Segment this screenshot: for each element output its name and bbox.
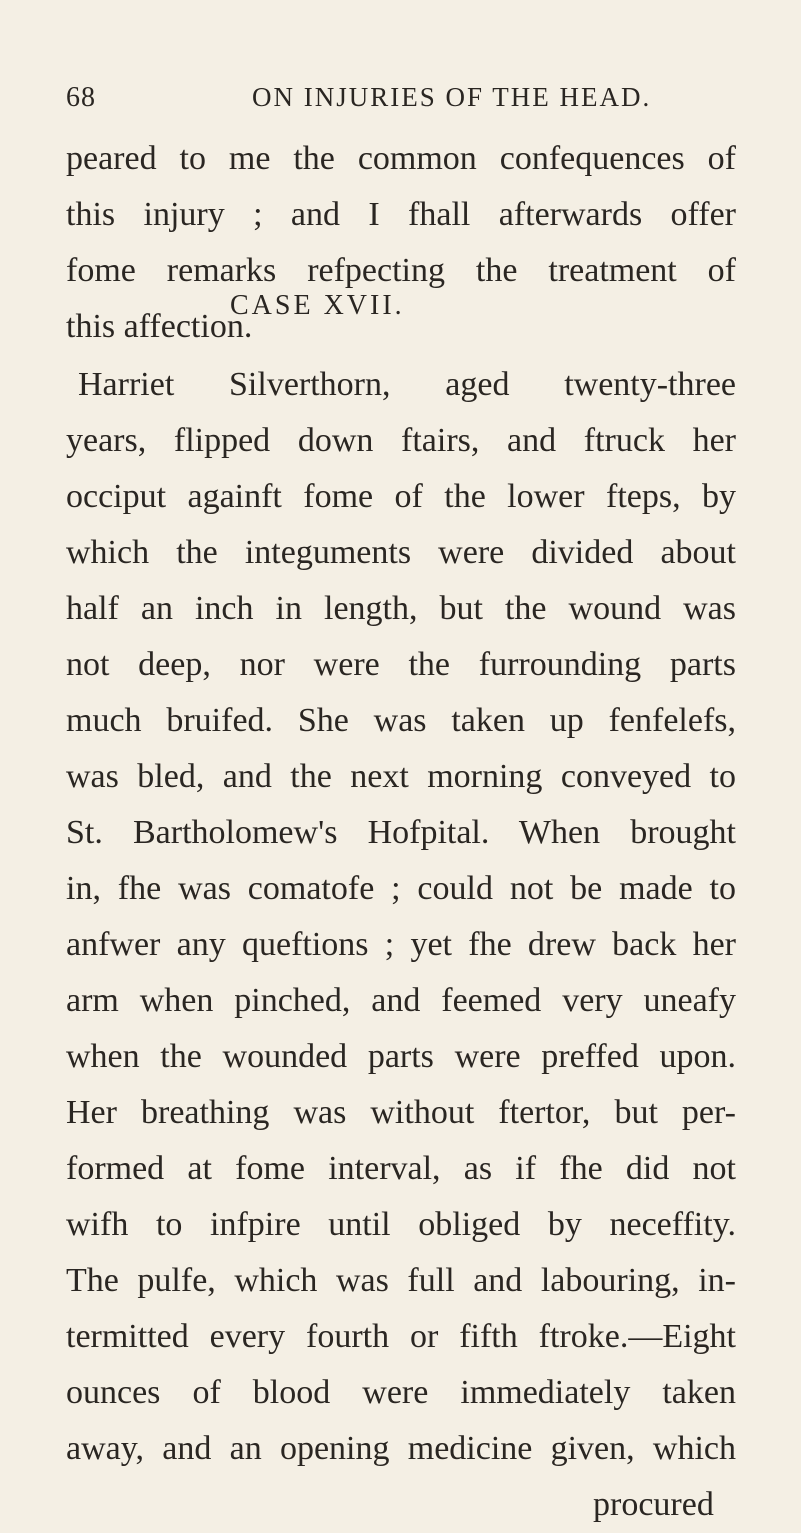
text-line: in, fhe was comatofe ; could not be made to xyxy=(66,870,736,907)
text-line: occiput againft fome of the lower fteps, by xyxy=(66,478,736,515)
text-line: which the integuments were divided about xyxy=(66,534,736,571)
text-line: half an inch in length, but the wound was xyxy=(66,590,736,627)
text-line: not deep, nor were the furrounding parts xyxy=(66,646,736,683)
text-line: anfwer any queftions ; yet fhe drew back her xyxy=(66,926,736,963)
text-line: formed at fome interval, as if fhe did not xyxy=(66,1150,736,1187)
page-number: 68 xyxy=(66,82,96,113)
text-line: St. Bartholomew's Hofpital. When brought xyxy=(66,814,736,851)
text-line: arm when pinched, and feemed very uneafy xyxy=(66,982,736,1019)
text-line: peared to me the common confequences of xyxy=(66,140,736,177)
text-line: termitted every fourth or fifth ftroke.—Eight xyxy=(66,1318,736,1355)
text-line: this affection. xyxy=(66,308,253,345)
text-line: Harriet Silverthorn, aged twenty-three xyxy=(78,366,736,403)
text-line: Her breathing was without ftertor, but per- xyxy=(66,1094,736,1131)
catchword: procured xyxy=(593,1486,714,1523)
text-line: this injury ; and I fhall afterwards offer xyxy=(66,196,736,233)
text-line: fome remarks refpecting the treatment of xyxy=(66,252,736,289)
case-heading: CASE XVII. xyxy=(230,290,405,321)
running-head xyxy=(66,82,726,122)
text-line: away, and an opening medicine given, which xyxy=(66,1430,736,1467)
text-line: wifh to infpire until obliged by neceffity. xyxy=(66,1206,736,1243)
text-line: ounces of blood were immediately taken xyxy=(66,1374,736,1411)
running-title: ON INJURIES OF THE HEAD. xyxy=(252,82,652,112)
paragraph-case xyxy=(66,357,736,1477)
text-line: much bruifed. She was taken up fenfelefs, xyxy=(66,702,736,739)
text-line: The pulfe, which was full and labouring, in- xyxy=(66,1262,736,1299)
text-line: was bled, and the next morning conveyed to xyxy=(66,758,736,795)
text-line: years, flipped down ftairs, and ftruck her xyxy=(66,422,736,459)
text-line: when the wounded parts were preffed upon. xyxy=(66,1038,736,1075)
